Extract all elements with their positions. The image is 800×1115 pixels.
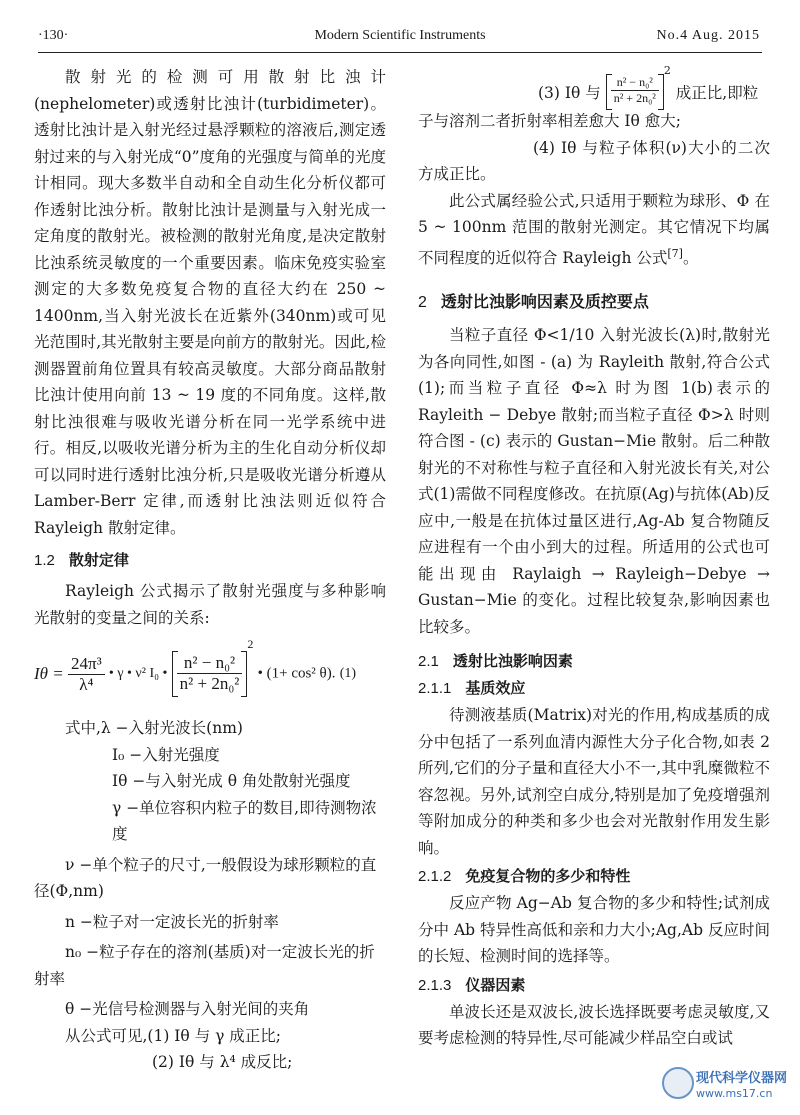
citation-ref: [7] — [667, 246, 683, 260]
running-header — [0, 28, 800, 50]
issue-info: No.4 Aug. 2015 — [656, 28, 760, 43]
conclusion-2: (2) Iθ 与 λ⁴ 成反比; — [152, 1053, 293, 1071]
rayleigh-equation: Iθ = $\frac{\text{24π³}}{\text{λ⁴}}$ • γ • ν² I₀ • $\frac{\text{n² − n₀²}}{\text{n² + 2n₀²}}$ $^2$ • (1+ cos² θ). (1) — [34, 637, 386, 711]
section-heading-2: 2 透射比浊影响因素及质控要点 — [418, 292, 649, 312]
page-number: ·130· — [38, 28, 69, 43]
paragraph-instrument-factors: 单波长还是双波长,波长选择既要考虑灵敏度,又要考虑检测的特异性,尽可能减少样品空白或试 — [418, 1002, 770, 1048]
paragraph-matrix-effect: 待测液基质(Matrix)对光的作用,构成基质的成分中包括了一系列血清内源性大分子化合物,如表 2 所列,它们的分子量和直径大小不一,其中乳糜微粒不容忽视。另外,试剂空白成分,特别是加了免疫增强剂等附加成分的种类和多少也会对光散射作用发生影响。 — [418, 706, 770, 857]
section-heading-2-1-1: 2.1.1 基质效应 — [418, 679, 526, 698]
watermark-logo-icon — [662, 1067, 694, 1099]
header-rule — [38, 52, 762, 53]
definition-n: n −粒子对一定波长光的折射率 — [65, 912, 279, 931]
definition-lambda: 式中,λ −入射光波长(nm) — [65, 719, 243, 737]
definition-gamma: γ −单位容积内粒子的数目,即待测物浓度 — [112, 798, 377, 843]
journal-title: Modern Scientific Instruments — [314, 28, 486, 43]
equation-constant-fraction: $\frac{\text{24π³}}{\text{λ⁴}}$ — [68, 654, 105, 695]
conclusion-3-line: (3) Iθ 与 $\frac{\text{n² − n₀²}}{\text{n² + 2n₀²}}$ $^2$ 成正比,即粒 — [418, 64, 770, 104]
left-column — [34, 64, 386, 1076]
paragraph-scattering-types: 当粒子直径 Φ<1/10 入射光波长(λ)时,散射光为各向同性,如图 - (a) 为 Rayleith 散射,符合公式(1);而当粒子直径 Φ≈λ 时为图 1(b)表示的 Rayleith − Debye 散射;而当粒子直径 Φ>λ 时则符合图 - (c) 表示的 Gustan−Mie 散射。后二种散射光的不对称性与粒子直径和入射光波长有关,对公式(1)需做不同程度修改。在抗原(Ag)与抗体(Ab)反应中,一般是在抗体过量区进行,Ag-Ab 复合物随反应进程有一个由小到大的过程。所适用的公式也可能出现由 Raylaigh → Rayleigh−Debye → Gustan−Mie 的变化。过程比较复杂,影响因素也比较多。 — [418, 326, 770, 636]
definition-i0: I₀ −入射光强度 — [112, 745, 220, 764]
definition-n0: n₀ −粒子存在的溶剂(基质)对一定波长光的折射率 — [34, 943, 375, 988]
paragraph-detection: 散射光的检测可用散射比浊计(nephelometer)或透射比浊计(turbidimeter)。透射比浊计是入射光经过悬浮颗粒的溶液后,测定透射过来的与入射光成“0”度角的光强度与简单的光度计相同。现大多数半自动和全自动生化分析仪都可作透射比浊分析。散射比浊计是测量与入射光成一定角度的散射光。被检测的散射光角度,是决定散射比浊系统灵敏度的一个重要因素。临床免疫实验室测定的大多数免疫复合物的直径大约在 250 ~ 1400nm,当入射光波长在近紫外(340nm)或可见光范围时,其光散射主要是向前方的散射光。因此,检测器置前角位置具有较高灵敏度。大部分商品散射比浊计使用向前 13 ~ 19 度的不同角度。这样,散射比浊很难与吸收光谱分析在同一光学系统中进行。相反,以吸收光谱分析为主的生化自动分析仪却可以同时进行透射比浊分析,只是吸收光谱分析遵从 Lamber-Berr 定律,而透射比浊法则近似符合 Rayleigh 散射定律。 — [34, 68, 386, 537]
definition-itheta: Iθ −与入射光成 θ 角处散射光强度 — [112, 772, 351, 790]
conclusion-3-cont: 子与溶剂二者折射率相差愈大 Iθ 愈大; — [418, 112, 682, 130]
section-heading-2-1-3: 2.1.3 仪器因素 — [418, 975, 526, 994]
section-heading-2-1: 2.1 透射比浊影响因素 — [418, 652, 573, 671]
paragraph-empirical-formula: 此公式属经验公式,只适用于颗粒为球形、Φ 在 5 ~ 100nm 范围的散射光测定。其它情况下均属不同程度的近似符合 Rayleigh 公式[7]。 — [418, 191, 770, 267]
conclusion-4: (4) Iθ 与粒子体积(ν)大小的二次方成正比。 — [418, 138, 770, 183]
conclusion-1: 从公式可见,(1) Iθ 与 γ 成正比; — [65, 1026, 282, 1045]
definition-nu: ν −单个粒子的尺寸,一般假设为球形颗粒的直径(Φ,nm) — [34, 855, 377, 900]
site-watermark: 现代科学仪器网 www.ms17.cn — [662, 1065, 792, 1109]
section-heading-1-2: 1.2 散射定律 — [34, 551, 129, 569]
paragraph-immune-complex: 反应产物 Ag−Ab 复合物的多少和特性;试剂成分中 Ab 特异性高低和亲和力大小;Ag,Ab 反应时间的长短、检测时间的选择等。 — [418, 894, 770, 966]
paragraph-rayleigh-intro: Rayleigh 公式揭示了散射光强度与多种影响光散射的变量之间的关系: — [34, 582, 386, 627]
equation-bracket: $\frac{\text{n² − n₀²}}{\text{n² + 2n₀²}}$ — [172, 651, 248, 697]
right-column — [418, 64, 770, 1052]
equation-label: (1) — [339, 666, 357, 682]
section-heading-2-1-2: 2.1.2 免疫复合物的多少和特性 — [418, 867, 631, 886]
definition-theta: θ −光信号检测器与入射光间的夹角 — [65, 1000, 310, 1018]
